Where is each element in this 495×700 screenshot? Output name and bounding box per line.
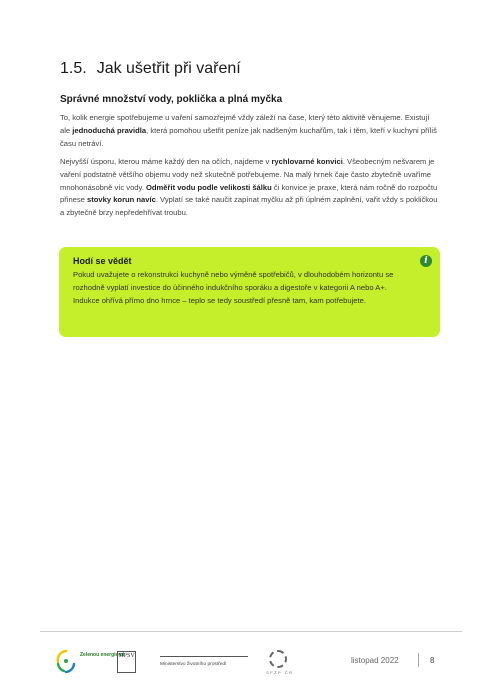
paragraph-2-text-4: . Vyplatí se také naučit zapínat myčku až při úplném zaplnění, vařit vždy s pokličkou a zbytečně brzy nepředehřívat troubu.: [60, 195, 438, 218]
subheading: Správné množství vody, poklička a plná myčka: [60, 94, 283, 105]
sfzp-logo-icon: [269, 650, 287, 668]
section-title: Jak ušetřit při vaření: [96, 60, 241, 77]
mpsv-logo: MPSV: [117, 651, 136, 673]
zelenou-energii-logo-icon: [56, 648, 76, 674]
paragraph-2-bold-1: rychlovarné konvici: [271, 157, 343, 166]
info-icon: i: [420, 255, 432, 267]
paragraph-1-text-1: To, kolik energie spotřebujeme u vaření samozřejmě vždy záleží na čase, který této aktivitě věnujeme. Existují ale: [60, 113, 430, 135]
footer-divider: [40, 631, 462, 632]
footer-separator: [418, 653, 419, 667]
footer-date: listopad 2022: [351, 656, 399, 665]
tip-box: [59, 247, 440, 337]
section-heading: [60, 60, 241, 78]
paragraph-1: [60, 112, 440, 150]
paragraph-2-bold-3: stovky korun navíc: [87, 195, 156, 205]
paragraph-2-text-1: Nejvyšší úsporu, kterou máme každý den na očích, najdeme v: [60, 157, 272, 166]
section-number: 1.5.: [60, 60, 87, 77]
sfzp-logo-text: SFŽP ČR: [266, 670, 294, 675]
paragraph-2: [60, 156, 440, 220]
tip-body: Pokud uvažujete o rekonstrukci kuchyně nebo výměně spotřebičů, v dlouhodobém horizontu se rozhodně vyplatí investice do účinného indukčního sporáku a digestoře v kategorii A nebo A+. Indukce ohřívá přímo dno hrnce – teplo se tedy soustředí přesně tam, kam potřebujete.: [73, 270, 394, 305]
zelenou-energii-logo-text: Zelenou energiemi: [80, 652, 125, 658]
ministry-logo-text: Ministerstvo životního prostředí: [160, 656, 248, 667]
paragraph-2-bold-2: Odměřit vodu podle velikosti šálku: [145, 182, 272, 192]
paragraph-2-text-2: . Všeobecným nešvarem je vaření podstatně většího objemu vody než skutečně potřebujeme. Na malý hrnek čaje často zbytečně uvaříme mnohonásobně víc vody.: [60, 157, 435, 192]
paragraph-1-text-2: , která pomohou ušetřit peníze jak nadšeným kuchařům, tak i těm, kteří v kuchyni příliš času netráví.: [60, 125, 437, 148]
paragraph-1-bold-1: jednoduchá pravidla: [72, 125, 147, 135]
page-number: 8: [430, 656, 435, 665]
tip-title: Hodí se vědět: [73, 256, 132, 266]
paragraph-2-text-3: či konvice je praxe, která nám ročně do rozpočtu přinese: [60, 182, 438, 205]
